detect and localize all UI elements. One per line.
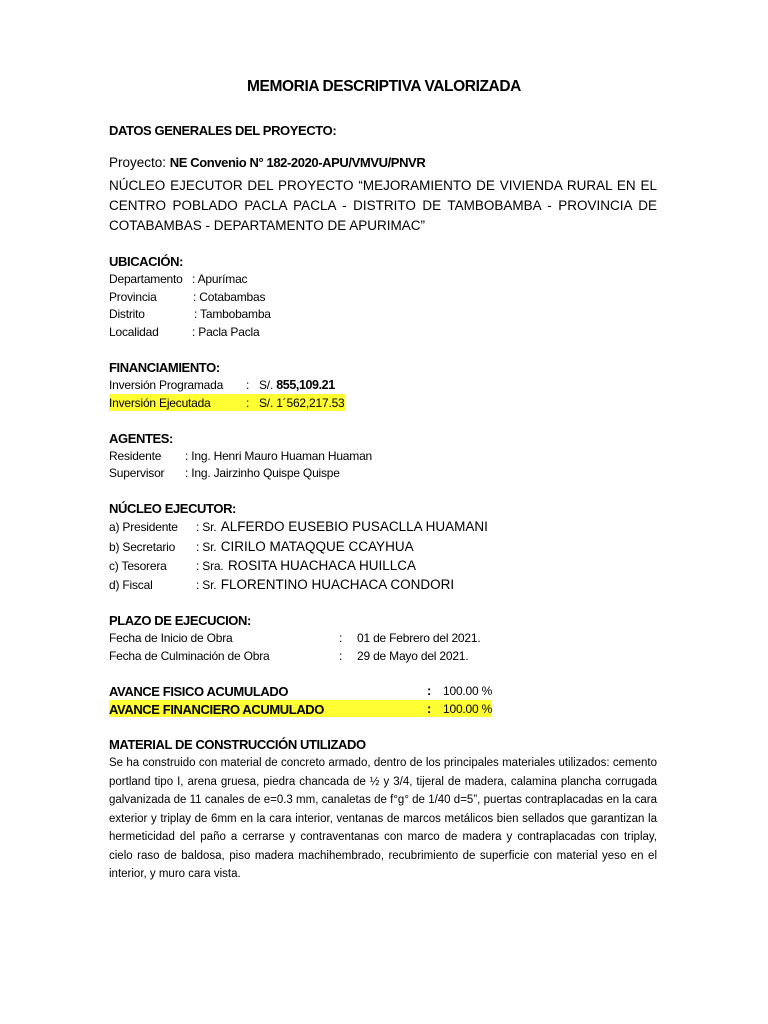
- nucleo-member-3: [196, 576, 454, 594]
- nucleo-title-3: : Sr.: [196, 578, 217, 592]
- agente-value-1: : Ing. Jairzinho Quispe Quispe: [185, 466, 340, 480]
- agentes-heading: AGENTES:: [109, 431, 173, 446]
- avance-financiero-label: AVANCE FINANCIERO ACUMULADO: [109, 702, 325, 717]
- inversion-ejecutada-sep: :: [246, 396, 250, 410]
- nucleo-title-2: : Sra.: [196, 559, 224, 573]
- avance-fisico-sep: :: [427, 683, 431, 698]
- inversion-programada-sep: :: [246, 378, 250, 392]
- agente-label-0: Residente: [109, 449, 162, 463]
- nucleo-label-1: b) Secretario: [109, 540, 176, 554]
- nucleo-title-1: : Sr.: [196, 540, 217, 554]
- material-paragraph: Se ha construido con material de concreto armado, dentro de los principales materiales utilizados: cemento portland tipo I, arena gruesa, piedra chancada de ½ y 3/4, tijeral de madera, calamina plancha corrugada galvanizada de 11 canales de e=0.3 mm, canaletas de f°g° de 1/40 d=5”, puertas contraplacadas en la cara exterior y triplay de 6mm en la cara interior, ventanas de marcos metálicos bien sellados que garantizan la hermeticidad del paño a cerrarse y contraventanas con marco de madera y contraplacadas con triplay, cielo raso de baldosa, piso madera machihembrado, recubrimiento de superficie con material yeso en el interior, y muro cara vista.: [109, 757, 657, 880]
- agente-label-1: Supervisor: [109, 466, 165, 480]
- nucleo-member-2: [196, 557, 416, 575]
- avance-financiero-sep: :: [427, 701, 431, 716]
- agente-value-0: : Ing. Henri Mauro Huaman Huaman: [185, 449, 373, 463]
- ubicacion-label-2: Distrito: [109, 307, 145, 321]
- avance-fisico-label: AVANCE FISICO ACUMULADO: [109, 684, 289, 699]
- ubicacion-label-1: Provincia: [109, 290, 157, 304]
- nucleo-title-0: : Sr.: [196, 520, 217, 534]
- project-name: NÚCLEO EJECUTOR DEL PROYECTO “MEJORAMIENTO DE VIVIENDA RURAL EN EL CENTRO POBLADO PACLA PACLA - DISTRITO DE TAMBOBAMBA - PROVINCIA DE COTABAMBAS - DEPARTAMENTO DE APURIMAC”: [109, 178, 657, 233]
- ubicacion-label-3: Localidad: [109, 325, 159, 339]
- nucleo-label-0: a) Presidente: [109, 520, 178, 534]
- ubicacion-heading: UBICACIÓN:: [109, 254, 183, 269]
- nucleo-heading: NÚCLEO EJECUTOR:: [109, 501, 236, 516]
- document-title: MEMORIA DESCRIPTIVA VALORIZADA: [247, 78, 521, 95]
- plazo-sep-0: :: [339, 631, 343, 645]
- nucleo-name-1: CIRILO MATAQQUE CCAYHUA: [220, 539, 414, 554]
- currency-prefix: S/.: [259, 378, 274, 392]
- general-heading: DATOS GENERALES DEL PROYECTO:: [109, 123, 337, 138]
- plazo-value-1: 29 de Mayo del 2021.: [357, 649, 469, 663]
- plazo-label-0: Fecha de Inicio de Obra: [109, 631, 233, 645]
- plazo-heading: PLAZO DE EJECUCION:: [109, 613, 251, 628]
- inversion-programada-amount: [259, 378, 335, 392]
- nucleo-member-0: [196, 518, 488, 536]
- inversion-programada-value: 855,109.21: [276, 378, 335, 392]
- ubicacion-value-0: : Apurímac: [192, 272, 248, 286]
- ubicacion-value-3: : Pacla Pacla: [192, 325, 260, 339]
- plazo-label-1: Fecha de Culminación de Obra: [109, 649, 270, 663]
- inversion-ejecutada-label: Inversión Ejecutada: [109, 396, 211, 410]
- ubicacion-value-2: : Tambobamba: [194, 307, 271, 321]
- project-code: NE Convenio N° 182-2020-APU/VMVU/PNVR: [169, 155, 426, 170]
- material-heading: MATERIAL DE CONSTRUCCIÓN UTILIZADO: [109, 737, 366, 752]
- plazo-sep-1: :: [339, 649, 343, 663]
- financiamiento-heading: FINANCIAMIENTO:: [109, 360, 220, 375]
- nucleo-name-2: ROSITA HUACHACA HUILLCA: [227, 558, 416, 573]
- nucleo-label-3: d) Fiscal: [109, 578, 153, 592]
- ubicacion-label-0: Departamento: [109, 272, 183, 286]
- nucleo-name-0: ALFERDO EUSEBIO PUSACLLA HUAMANI: [220, 519, 488, 534]
- nucleo-label-2: c) Tesorera: [109, 559, 167, 573]
- inversion-ejecutada-value: S/. 1´562,217.53: [259, 396, 345, 410]
- nucleo-member-1: [196, 538, 414, 556]
- avance-fisico-value: 100.00 %: [443, 684, 493, 698]
- nucleo-name-3: FLORENTINO HUACHACA CONDORI: [220, 577, 455, 592]
- inversion-programada-label: Inversión Programada: [109, 378, 224, 392]
- project-label: Proyecto:: [109, 155, 167, 170]
- ubicacion-value-1: : Cotabambas: [193, 290, 266, 304]
- project-line: [109, 155, 425, 170]
- plazo-value-0: 01 de Febrero del 2021.: [357, 631, 481, 645]
- avance-financiero-value: 100.00 %: [443, 702, 493, 716]
